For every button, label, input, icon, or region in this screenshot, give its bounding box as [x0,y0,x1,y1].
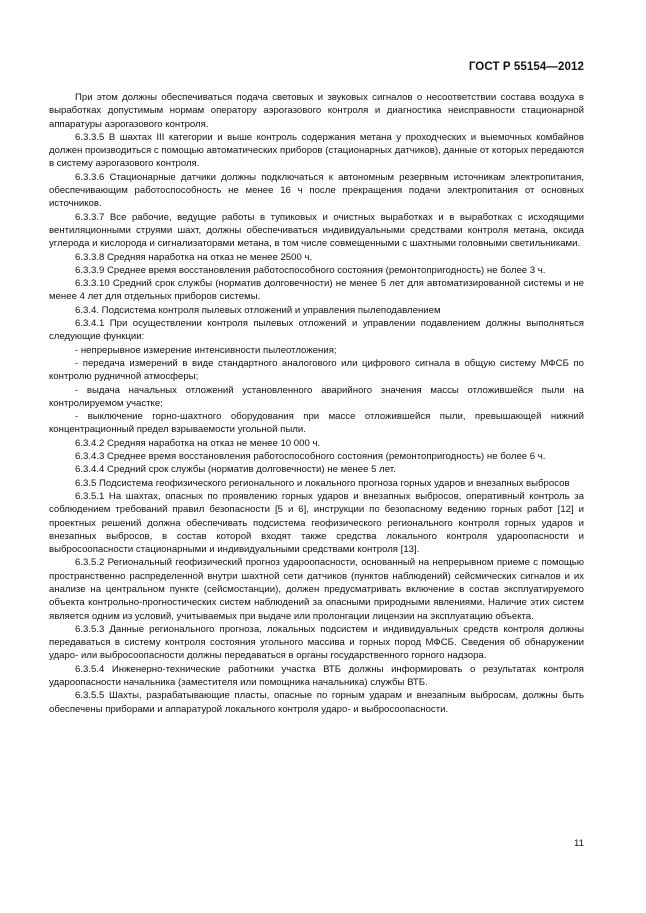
paragraph: 6.3.4.4 Средний срок службы (норматив долговечности) не менее 5 лет. [75,464,396,476]
paragraph: 6.3.4. Подсистема контроля пылевых отложений и управления пылеподавлением [75,304,441,316]
document-header: ГОСТ Р 55154—2012 [468,61,584,73]
paragraph: 6.3.3.10 Средний срок службы (норматив долговечности) не менее 5 лет для автоматизированной системы и не менее 4 лет для отдельных приборов системы. [49,278,584,303]
document-body [49,91,584,716]
paragraph: 6.3.5.3 Данные регионального прогноза, локальных подсистем и индивидуальных средств контроля должны передаваться в систему контроля состояния угольного массива и горных пород МФСБ. Сведения об обнаружении ударо- или выбросоопасности должны передаваться в органы государственного горного надзора. [49,623,584,662]
paragraph: 6.3.5.4 Инженерно-технические работники участка ВТБ должны информировать о результатах контроля удароопасности начальника (заместителя или помощника начальника) службы ВТБ. [49,663,584,689]
list-item: - непрерывное измерение интенсивности пылеотложения; [75,344,337,356]
paragraph: 6.3.4.1 При осуществлении контроля пылевых отложений и управлении подавлением должны выполняться следующие функции: [49,318,584,343]
paragraph: 6.3.3.7 Все рабочие, ведущие работы в тупиковых и очистных выработках и в выработках с исходящими вентиляционными струями шахт, должны обеспечиваться индивидуальными средствами контроля метана, оксида углерода и кислорода и сигнализаторами метана, в том числе совмещенными с шахтными головными светильниками. [49,211,584,250]
paragraph: 6.3.5.1 На шахтах, опасных по проявлению горных ударов и внезапных выбросов, оперативный контроль за соблюдением требований правил безопасности [5 и 6], инструкции по безопасному ведению горных работ [12] и проектных решений должна обеспечивать подсистема геофизического регионального контроля горных ударов и внезапных выбросов, в состав которой входят также средства локального контроля удароопасности и выбросоопасности стационарными и индивидуальными средствами контроля [13]. [49,490,584,556]
paragraph: 6.3.5 Подсистема геофизического регионального и локального прогноза горных ударов и внезапных выбросов [75,477,570,489]
paragraph: 6.3.3.6 Стационарные датчики должны подключаться к автономным резервным источникам электропитания, обеспечивающим работоспособность не менее 16 ч после прекращения подачи электропитания от основных источников. [49,171,584,210]
paragraph: 6.3.5.2 Региональный геофизический прогноз удароопасности, основанный на непрерывном приеме с помощью пространственно распределенной внутри шахтной сети датчиков (пунктов наблюдений) сейсмических сигналов и их анализе на центральном пункте (сейсмостанции), должен предусматривать включение в состав эксплуатируемого объекта контрольно-прогностических систем наблюдений за опасными природными явлениями. Наличие этих систем является одним из условий, учитываемых при выдаче или пролонгации лицензии на эксплуатацию объекта. [49,557,584,622]
paragraph: 6.3.4.3 Среднее время восстановления работоспособного состояния (ремонтопригодность) не более 6 ч. [75,451,546,463]
list-item: - передача измерений в виде стандартного аналогового или цифрового сигнала в общую систему МФСБ по контролю рудничной атмосферы; [49,357,584,383]
paragraph: 6.3.4.2 Средняя наработка на отказ не менее 10 000 ч. [75,437,321,449]
list-item: - выключение горно-шахтного оборудования при массе отложившейся пыли, превышающей нижний концентрационный предел взрываемости угольной пыли. [49,411,584,436]
paragraph: 6.3.5.5 Шахты, разрабатывающие пласты, опасные по горным ударам и внезапным выбросам, должны быть обеспечены приборами и аппаратурой локального контроля ударо- и выбросоопасности. [49,690,584,715]
paragraph: 6.3.3.9 Среднее время восстановления работоспособного состояния (ремонтопригодность) не более 3 ч. [75,264,546,276]
paragraph: При этом должны обеспечиваться подача световых и звуковых сигналов о несоответствии состава воздуха в выработках допустимым нормам оператору аэрогазового контроля и диагностика неисправности стационарной аппаратуры аэрогазового контроля. [49,92,584,130]
paragraph: 6.3.3.5 В шахтах III категории и выше контроль содержания метана у проходческих и выемочных комбайнов должен производиться с помощью автоматических приборов (стационарных датчиков), данные от которых передаются в систему аэрогазового контроля. [49,131,584,170]
page-number: 11 [574,838,584,849]
list-item: - выдача начальных отложений установленного аварийного значения массы отложившейся пыли на контролируемом участке; [49,384,584,409]
paragraph: 6.3.3.8 Средняя наработка на отказ не менее 2500 ч. [75,251,313,263]
